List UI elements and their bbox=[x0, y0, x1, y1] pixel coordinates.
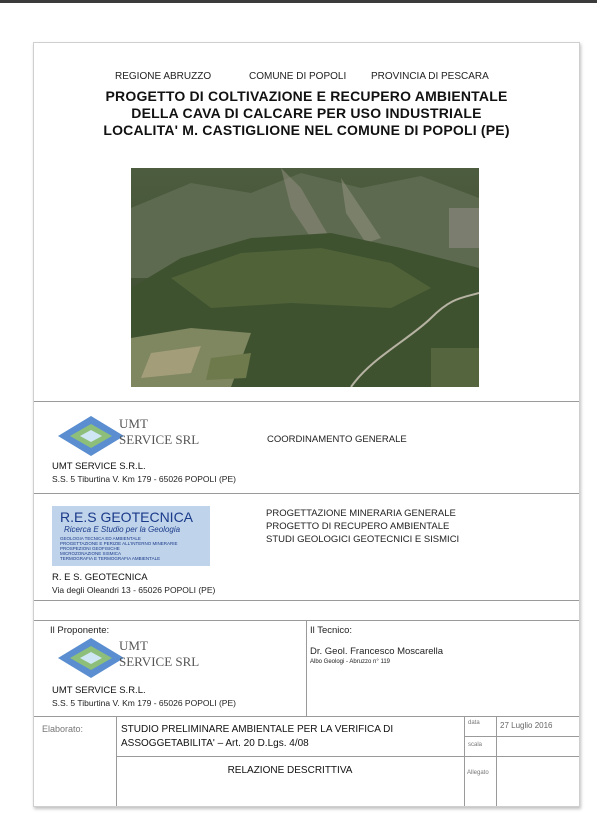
proponent-label: Il Proponente: bbox=[50, 625, 110, 636]
res-service-2: PROGETTAZIONE E PERIZIE ALL'INTERNO MINERARIE bbox=[60, 541, 178, 546]
res-geotecnica-logo bbox=[52, 506, 210, 566]
technician-register: Albo Geologi - Abruzzo n° 119 bbox=[310, 659, 391, 665]
umt-logo-icon-2 bbox=[56, 636, 126, 680]
data-label: data bbox=[468, 720, 480, 726]
document-type: RELAZIONE DESCRITTIVA bbox=[227, 765, 353, 776]
umt-logo-2-line1: UMT bbox=[119, 638, 148, 653]
res-service-5: TERMOGRAFIA E TERMOGRAFIA AMBIENTALE bbox=[60, 556, 161, 561]
title-line-2: DELLA CAVA DI CALCARE PER USO INDUSTRIALE bbox=[131, 105, 482, 121]
aerial-photo bbox=[131, 168, 479, 387]
umt-logo-line2: SERVICE SRL bbox=[119, 432, 200, 447]
divider-1 bbox=[34, 401, 579, 402]
res-logo-services bbox=[60, 536, 178, 561]
res-service-1: GEOLOGIA TECNICA ED AMBIENTALE bbox=[60, 536, 141, 541]
footer-row-2 bbox=[464, 756, 579, 757]
footer-row-study bbox=[116, 756, 464, 757]
comune-label: COMUNE DI POPOLI bbox=[249, 71, 347, 82]
technician-label: Il Tecnico: bbox=[310, 625, 353, 636]
coordination-company: UMT SERVICE S.R.L. bbox=[52, 461, 146, 472]
title-line-1: PROGETTO DI COLTIVAZIONE E RECUPERO AMBIENTALE bbox=[105, 88, 508, 104]
design-role-3: STUDI GEOLOGICI GEOTECNICI E SISMICI bbox=[266, 534, 460, 545]
region-label: REGIONE ABRUZZO bbox=[115, 71, 212, 82]
study-title bbox=[121, 723, 393, 751]
proponent-company: UMT SERVICE S.R.L. bbox=[52, 685, 146, 696]
date-value: 27 Luglio 2016 bbox=[500, 721, 553, 730]
top-bar bbox=[0, 0, 597, 3]
design-role-1: PROGETTAZIONE MINERARIA GENERALE bbox=[266, 508, 456, 519]
footer-col-3 bbox=[496, 716, 497, 806]
divider-3 bbox=[34, 600, 579, 601]
study-title-line1: STUDIO PRELIMINARE AMBIENTALE PER LA VERIFICA DI bbox=[121, 724, 394, 735]
umt-logo-2-line2: SERVICE SRL bbox=[119, 654, 200, 669]
umt-logo-icon bbox=[56, 414, 126, 458]
province-label: PROVINCIA DI PESCARA bbox=[371, 71, 489, 82]
proponent-divider bbox=[306, 620, 307, 716]
proponent-address: S.S. 5 Tiburtina V. Km 179 - 65026 POPOLI (PE) bbox=[52, 698, 236, 708]
res-service-3: PROSPEZIONI GEOFISICHE bbox=[60, 546, 120, 551]
res-service-4: MICROZONAZIONE SISMICA bbox=[60, 551, 122, 556]
elaborato-label: Elaborato: bbox=[42, 724, 84, 734]
title-line-3: LOCALITA' M. CASTIGLIONE NEL COMUNE DI POPOLI (PE) bbox=[103, 122, 510, 138]
footer-row-1 bbox=[464, 736, 579, 737]
umt-logo-line1: UMT bbox=[119, 416, 148, 431]
design-role-2: PROGETTO DI RECUPERO AMBIENTALE bbox=[266, 521, 450, 532]
scala-label: scala bbox=[468, 742, 483, 748]
design-address: Via degli Oleandri 13 - 65026 POPOLI (PE) bbox=[52, 585, 216, 595]
design-company: R. E S. GEOTECNICA bbox=[52, 572, 148, 583]
study-title-line2: ASSOGGETABILITA' – Art. 20 D.Lgs. 4/08 bbox=[121, 738, 309, 749]
design-roles bbox=[266, 507, 459, 546]
divider-2 bbox=[34, 493, 579, 494]
technician-name: Dr. Geol. Francesco Moscarella bbox=[310, 646, 444, 657]
res-logo-name: R.E.S GEOTECNICA bbox=[60, 509, 194, 525]
allegato-label: Allegato bbox=[467, 770, 489, 776]
document-page bbox=[33, 42, 580, 807]
coordination-address: S.S. 5 Tiburtina V. Km 179 - 65026 POPOLI (PE) bbox=[52, 474, 236, 484]
footer-col-2 bbox=[464, 716, 465, 806]
res-logo-tagline: Ricerca E Studio per la Geologia bbox=[64, 525, 181, 534]
footer-col-1 bbox=[116, 716, 117, 806]
coordination-role: COORDINAMENTO GENERALE bbox=[267, 434, 407, 445]
